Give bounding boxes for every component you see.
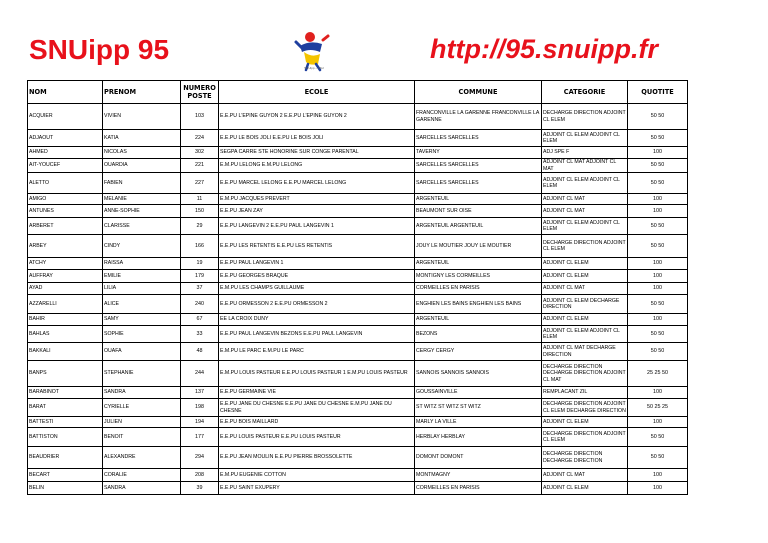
cell-categorie: ADJOINT CL MAT [542,194,628,205]
cell-numero: 302 [181,147,219,159]
cell-numero: 137 [181,387,219,399]
cell-ecole: E.E.PU SAINT EXUPERY [219,482,415,495]
table-row [28,361,688,387]
cell-nom: AHMED [28,147,103,159]
table-row [28,399,688,417]
cell-categorie: DECHARGE DIRECTION DECHARGE DIRECTION [542,447,628,469]
cell-ecole: E.M.PU JACQUES PREVERT [219,194,415,205]
cell-categorie: DECHARGE DIRECTION ADJOINT CL ELEM [542,235,628,258]
cell-prenom: SAMY [103,314,181,326]
cell-ecole: E.E.PU JANE DU CHESNE E.E.PU JANE DU CHESNE E.M.PU JANE DU CHESNE [219,399,415,417]
cell-prenom: EMILIE [103,270,181,283]
cell-commune: ARGENTEUIL [415,258,542,270]
col-header-ecole: ECOLE [219,81,415,104]
cell-nom: ANTUNES [28,205,103,218]
cell-prenom: FABIEN [103,173,181,194]
cell-quotite: 50 50 [628,218,688,235]
logo-caption: SNUipp – FSU [304,66,324,70]
col-header-numero-poste: NUMERO POSTE [181,81,219,104]
cell-numero: 244 [181,361,219,387]
cell-nom: AUFFRAY [28,270,103,283]
cell-numero: 150 [181,205,219,218]
cell-ecole: E.E.PU JEAN MOULIN E.E.PU PIERRE BROSSOLETTE [219,447,415,469]
cell-prenom: SOPHIE [103,326,181,343]
cell-nom: BAKKALI [28,343,103,361]
cell-commune: TAVERNY [415,147,542,159]
cell-commune: MONTMAGNY [415,469,542,482]
cell-quotite: 50 50 [628,447,688,469]
cell-ecole: E.E.PU GERMAINE VIE [219,387,415,399]
col-header-categorie: CATEGORIE [542,81,628,104]
cell-quotite: 100 [628,482,688,495]
cell-ecole: E.E.PU LOUIS PASTEUR E.E.PU LOUIS PASTEUR [219,428,415,447]
table-row [28,295,688,314]
cell-commune: HERBLAY HERBLAY [415,428,542,447]
cell-categorie: DECHARGE DIRECTION ADJOINT CL ELEM [542,428,628,447]
cell-categorie: ADJOINT CL MAT ADJOINT CL MAT [542,159,628,173]
cell-prenom: SANDRA [103,482,181,495]
cell-commune: ARGENTEUIL [415,314,542,326]
cell-numero: 33 [181,326,219,343]
cell-prenom: CLARISSE [103,218,181,235]
cell-nom: BATTISTON [28,428,103,447]
cell-prenom: ANNE-SOPHIE [103,205,181,218]
table-row [28,326,688,343]
cell-quotite: 100 [628,417,688,428]
cell-prenom: NICOLAS [103,147,181,159]
cell-ecole: E.M.PU LE PARC E.M.PU LE PARC [219,343,415,361]
cell-commune: BEZONS [415,326,542,343]
cell-numero: 48 [181,343,219,361]
cell-numero: 294 [181,447,219,469]
cell-commune: ST WITZ ST WITZ ST WITZ [415,399,542,417]
table-row [28,218,688,235]
table-row [28,417,688,428]
cell-quotite: 100 [628,283,688,295]
cell-ecole: E.E.PU MARCEL LELONG E.E.PU MARCEL LELONG [219,173,415,194]
cell-numero: 224 [181,130,219,147]
cell-categorie: ADJOINT CL MAT [542,469,628,482]
cell-commune: DOMONT DOMONT [415,447,542,469]
table-row [28,235,688,258]
cell-nom: ACQUIER [28,104,103,130]
cell-categorie: DECHARGE DIRECTION DECHARGE DIRECTION ADJOINT CL MAT [542,361,628,387]
cell-categorie: ADJOINT CL ELEM [542,417,628,428]
cell-numero: 194 [181,417,219,428]
cell-prenom: RAISSA [103,258,181,270]
cell-ecole: E.E.PU PAUL LANGEVIN BEZONS E.E.PU PAUL LANGEVIN [219,326,415,343]
cell-quotite: 100 [628,469,688,482]
table-row [28,482,688,495]
cell-ecole: E.E.PU PAUL LANGEVIN 1 [219,258,415,270]
cell-numero: 179 [181,270,219,283]
cell-ecole: E.E.PU LANGEVIN 2 E.E.PU PAUL LANGEVIN 1 [219,218,415,235]
cell-nom: BECART [28,469,103,482]
cell-commune: ARGENTEUIL [415,194,542,205]
cell-categorie: ADJOINT CL ELEM ADJOINT CL ELEM [542,173,628,194]
cell-categorie: DECHARGE DIRECTION ADJOINT CL ELEM DECHARGE DIRECTION [542,399,628,417]
cell-prenom: CINDY [103,235,181,258]
teachers-table [27,80,688,495]
cell-categorie: ADJOINT CL ELEM ADJOINT CL ELEM [542,326,628,343]
cell-commune: GOUSSAINVILLE [415,387,542,399]
cell-numero: 37 [181,283,219,295]
cell-commune: MARLY LA VILLE [415,417,542,428]
cell-categorie: ADJOINT CL MAT [542,283,628,295]
cell-prenom: STEPHANIE [103,361,181,387]
cell-ecole: E.M.PU EUGENIE COTTON [219,469,415,482]
cell-numero: 208 [181,469,219,482]
col-header-prenom: PRENOM [103,81,181,104]
cell-numero: 221 [181,159,219,173]
cell-nom: AMIGO [28,194,103,205]
cell-categorie: ADJOINT CL ELEM [542,314,628,326]
cell-quotite: 50 50 [628,295,688,314]
cell-nom: BELIN [28,482,103,495]
cell-categorie: ADJOINT CL ELEM [542,258,628,270]
cell-commune: ENGHIEN LES BAINS ENGHIEN LES BAINS [415,295,542,314]
cell-prenom: VIVIEN [103,104,181,130]
table-row [28,173,688,194]
cell-prenom: ALEXANDRE [103,447,181,469]
cell-ecole: E.E.PU LE BOIS JOLI E.E.PU LE BOIS JOLI [219,130,415,147]
cell-numero: 240 [181,295,219,314]
cell-nom: AZZARELLI [28,295,103,314]
cell-numero: 67 [181,314,219,326]
table-row [28,270,688,283]
cell-prenom: LILIA [103,283,181,295]
cell-commune: SANNOIS SANNOIS SANNOIS [415,361,542,387]
cell-numero: 103 [181,104,219,130]
cell-nom: BARABINOT [28,387,103,399]
cell-nom: BAHIR [28,314,103,326]
cell-prenom: OUARDIA [103,159,181,173]
table-header-row [28,81,688,104]
cell-nom: ARBERET [28,218,103,235]
cell-quotite: 50 50 [628,428,688,447]
cell-ecole: E.E.PU LES RETENTIS E.E.PU LES RETENTIS [219,235,415,258]
cell-numero: 39 [181,482,219,495]
cell-commune: CORMEILLES EN PARISIS [415,482,542,495]
cell-quotite: 50 50 [628,173,688,194]
cell-commune: CERGY CERGY [415,343,542,361]
cell-ecole: EE LA CROIX DUNY [219,314,415,326]
cell-quotite: 100 [628,147,688,159]
cell-quotite: 25 25 50 [628,361,688,387]
cell-nom: ARBEY [28,235,103,258]
cell-nom: ALETTO [28,173,103,194]
cell-categorie: ADJOINT CL ELEM DECHARGE DIRECTION [542,295,628,314]
cell-ecole: E.M.PU LOUIS PASTEUR E.E.PU LOUIS PASTEUR 1 E.M.PU LOUIS PASTEUR [219,361,415,387]
cell-commune: FRANCONVILLE LA GARENNE FRANCONVILLE LA GARENNE [415,104,542,130]
cell-ecole: E.E.PU BOIS MAILLARD [219,417,415,428]
cell-ecole: E.M.PU LELONG E.M.PU LELONG [219,159,415,173]
cell-nom: BEAUDRIER [28,447,103,469]
table-row [28,159,688,173]
col-header-nom: NOM [28,81,103,104]
cell-ecole: SEGPA CARRE STE HONORINE SUR CONGE PARENTAL [219,147,415,159]
cell-quotite: 50 50 [628,326,688,343]
cell-quotite: 50 50 [628,104,688,130]
cell-numero: 227 [181,173,219,194]
cell-categorie: REMPLACANT ZIL [542,387,628,399]
cell-numero: 19 [181,258,219,270]
cell-prenom: ALICE [103,295,181,314]
cell-commune: BEAUMONT SUR OISE [415,205,542,218]
table-row [28,387,688,399]
table-row [28,194,688,205]
table-row [28,258,688,270]
site-title: SNUipp 95 [29,34,170,65]
table-row [28,314,688,326]
table-row [28,130,688,147]
cell-ecole: E.E.PU JEAN ZAY [219,205,415,218]
cell-categorie: ADJ SPE F [542,147,628,159]
cell-categorie: ADJOINT CL ELEM ADJOINT CL ELEM [542,130,628,147]
table-row [28,469,688,482]
cell-quotite: 100 [628,205,688,218]
cell-categorie: ADJOINT CL ELEM [542,482,628,495]
cell-prenom: KATIA [103,130,181,147]
cell-commune: SARCELLES SARCELLES [415,130,542,147]
cell-nom: BATTESTI [28,417,103,428]
cell-prenom: MELANIE [103,194,181,205]
cell-commune: SARCELLES SARCELLES [415,159,542,173]
cell-nom: BARAT [28,399,103,417]
cell-nom: ADJAOUT [28,130,103,147]
cell-ecole: E.E.PU GEORGES BRAQUE [219,270,415,283]
cell-quotite: 100 [628,387,688,399]
cell-commune: SARCELLES SARCELLES [415,173,542,194]
cell-commune: JOUY LE MOUTIER JOUY LE MOUTIER [415,235,542,258]
cell-quotite: 50 50 [628,159,688,173]
cell-numero: 166 [181,235,219,258]
cell-quotite: 100 [628,270,688,283]
table-row [28,428,688,447]
cell-nom: AYAD [28,283,103,295]
cell-nom: BANPS [28,361,103,387]
cell-categorie: DECHARGE DIRECTION ADJOINT CL ELEM [542,104,628,130]
site-url[interactable]: http://95.snuipp.fr [430,34,658,64]
cell-nom: AIT-YOUCEF [28,159,103,173]
col-header-quotite: QUOTITE [628,81,688,104]
cell-commune: CORMEILLES EN PARISIS [415,283,542,295]
table-row [28,343,688,361]
cell-quotite: 50 25 25 [628,399,688,417]
cell-nom: ATCHY [28,258,103,270]
table-row [28,147,688,159]
cell-quotite: 100 [628,314,688,326]
cell-categorie: ADJOINT CL ELEM ADJOINT CL ELEM [542,218,628,235]
cell-prenom: JULIEN [103,417,181,428]
cell-quotite: 100 [628,258,688,270]
cell-prenom: CORALIE [103,469,181,482]
cell-ecole: E.M.PU LES CHAMPS GUILLAUME [219,283,415,295]
cell-nom: BAHLAS [28,326,103,343]
col-header-commune: COMMUNE [415,81,542,104]
cell-quotite: 50 50 [628,130,688,147]
cell-prenom: BENOIT [103,428,181,447]
cell-numero: 11 [181,194,219,205]
cell-categorie: ADJOINT CL MAT [542,205,628,218]
cell-prenom: CYRIELLE [103,399,181,417]
table-row [28,205,688,218]
table-row [28,447,688,469]
cell-commune: MONTIGNY LES CORMEILLES [415,270,542,283]
cell-quotite: 50 50 [628,343,688,361]
cell-ecole: E.E.PU L'EPINE GUYON 2 E.E.PU L'EPINE GUYON 2 [219,104,415,130]
cell-prenom: OUAFA [103,343,181,361]
cell-numero: 29 [181,218,219,235]
table-row [28,283,688,295]
cell-categorie: ADJOINT CL ELEM [542,270,628,283]
cell-categorie: ADJOINT CL MAT DECHARGE DIRECTION [542,343,628,361]
cell-prenom: SANDRA [103,387,181,399]
cell-numero: 177 [181,428,219,447]
cell-commune: ARGENTEUIL ARGENTEUIL [415,218,542,235]
cell-ecole: E.E.PU ORMESSON 2 E.E.PU ORMESSON 2 [219,295,415,314]
cell-quotite: 50 50 [628,235,688,258]
table-row [28,104,688,130]
cell-numero: 198 [181,399,219,417]
cell-quotite: 100 [628,194,688,205]
